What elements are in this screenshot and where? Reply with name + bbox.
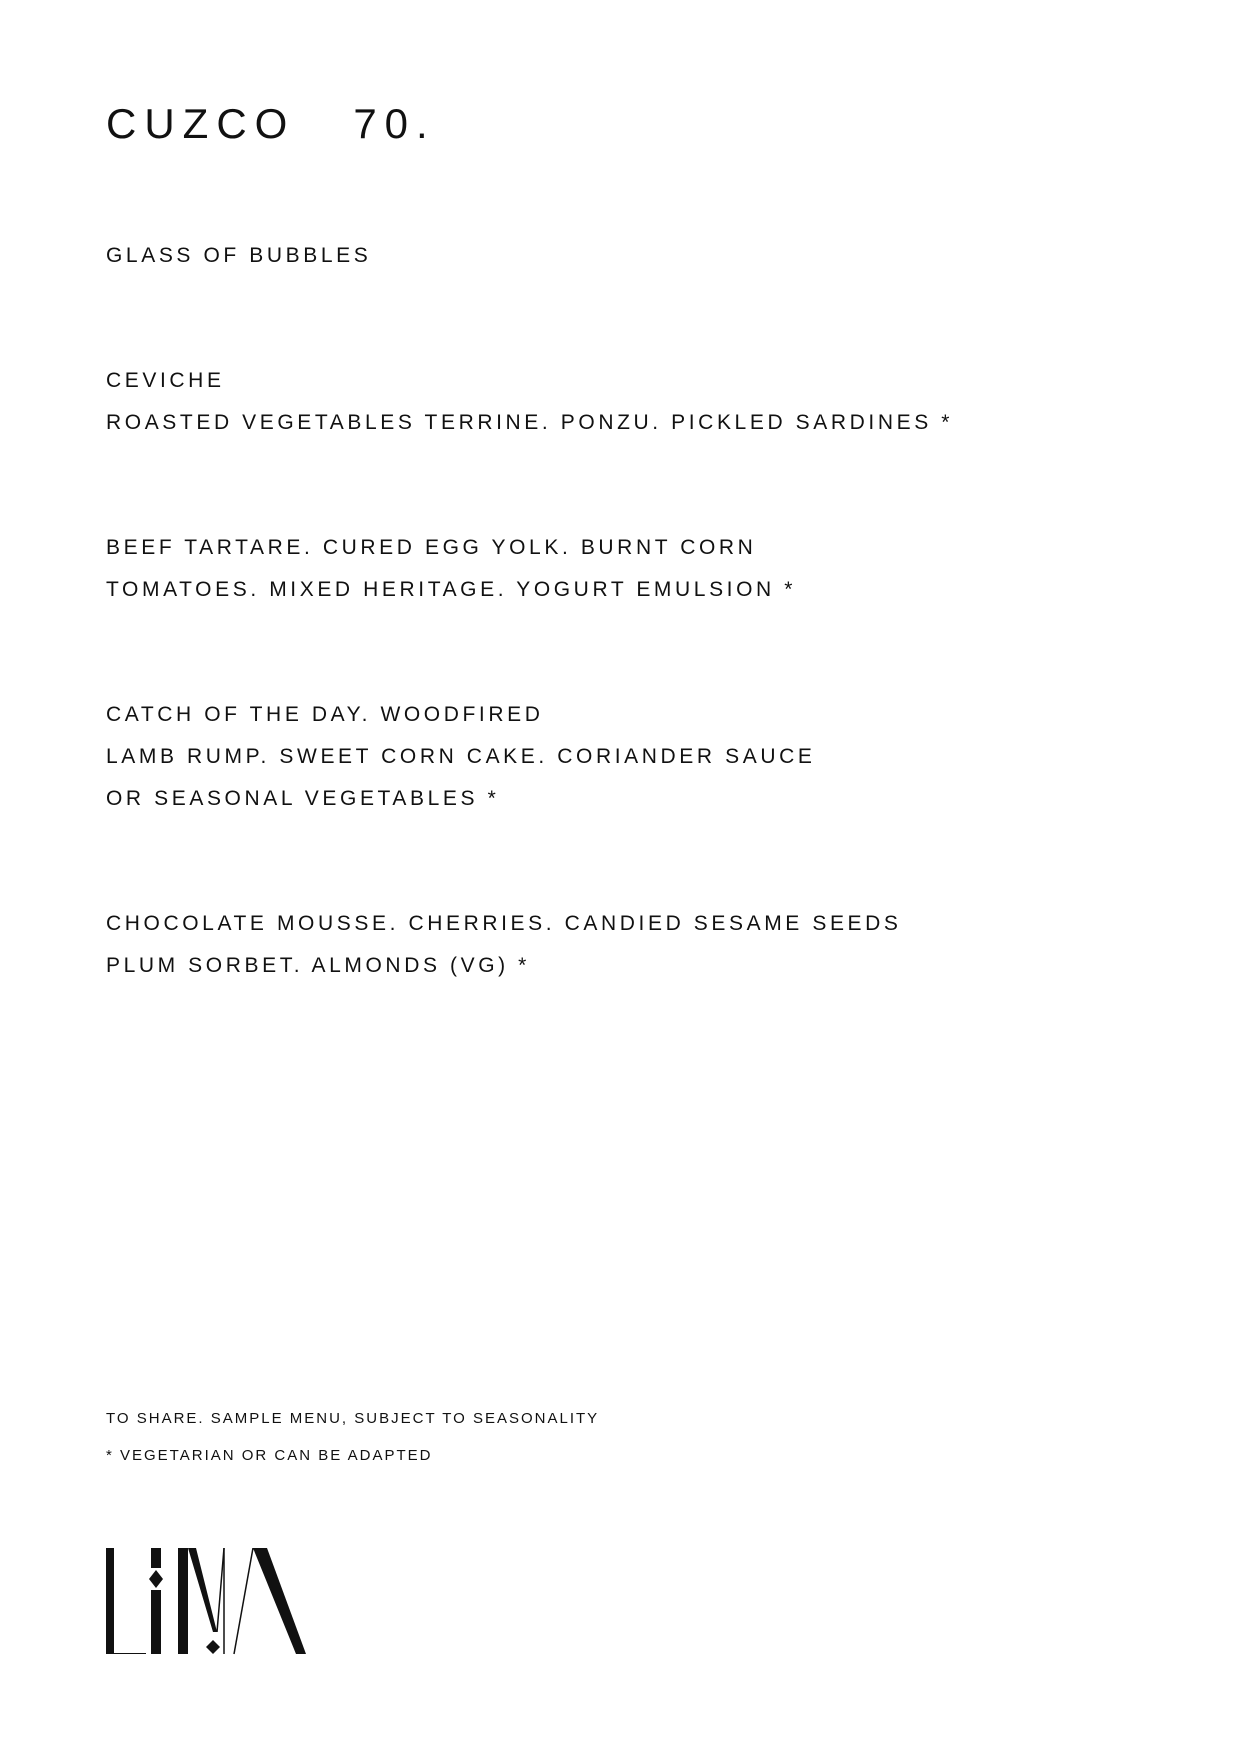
sharing-note: TO SHARE. SAMPLE MENU, SUBJECT TO SEASONALITY xyxy=(106,1410,600,1427)
course-5-line-2: PLUM SORBET. ALMONDS (VG) * xyxy=(106,954,530,977)
course-4-line-2: LAMB RUMP. SWEET CORN CAKE. CORIANDER SAUCE xyxy=(106,745,816,768)
course-1-line-1: GLASS OF BUBBLES xyxy=(106,244,372,267)
vegetarian-note: * VEGETARIAN OR CAN BE ADAPTED xyxy=(106,1447,433,1464)
menu-price: 70. xyxy=(353,100,436,147)
course-4-line-3: OR SEASONAL VEGETABLES * xyxy=(106,787,500,810)
lima-logo xyxy=(106,1548,312,1656)
course-2-line-2: ROASTED VEGETABLES TERRINE. PONZU. PICKLED SARDINES * xyxy=(106,411,954,434)
course-4-line-1: CATCH OF THE DAY. WOODFIRED xyxy=(106,703,544,726)
menu-title xyxy=(106,96,436,152)
course-3-line-1: BEEF TARTARE. CURED EGG YOLK. BURNT CORN xyxy=(106,536,757,559)
course-2-line-1: CEVICHE xyxy=(106,369,225,392)
menu-name: CUZCO xyxy=(106,100,296,147)
course-5-line-1: CHOCOLATE MOUSSE. CHERRIES. CANDIED SESAME SEEDS xyxy=(106,912,902,935)
course-3-line-2: TOMATOES. MIXED HERITAGE. YOGURT EMULSION * xyxy=(106,578,797,601)
